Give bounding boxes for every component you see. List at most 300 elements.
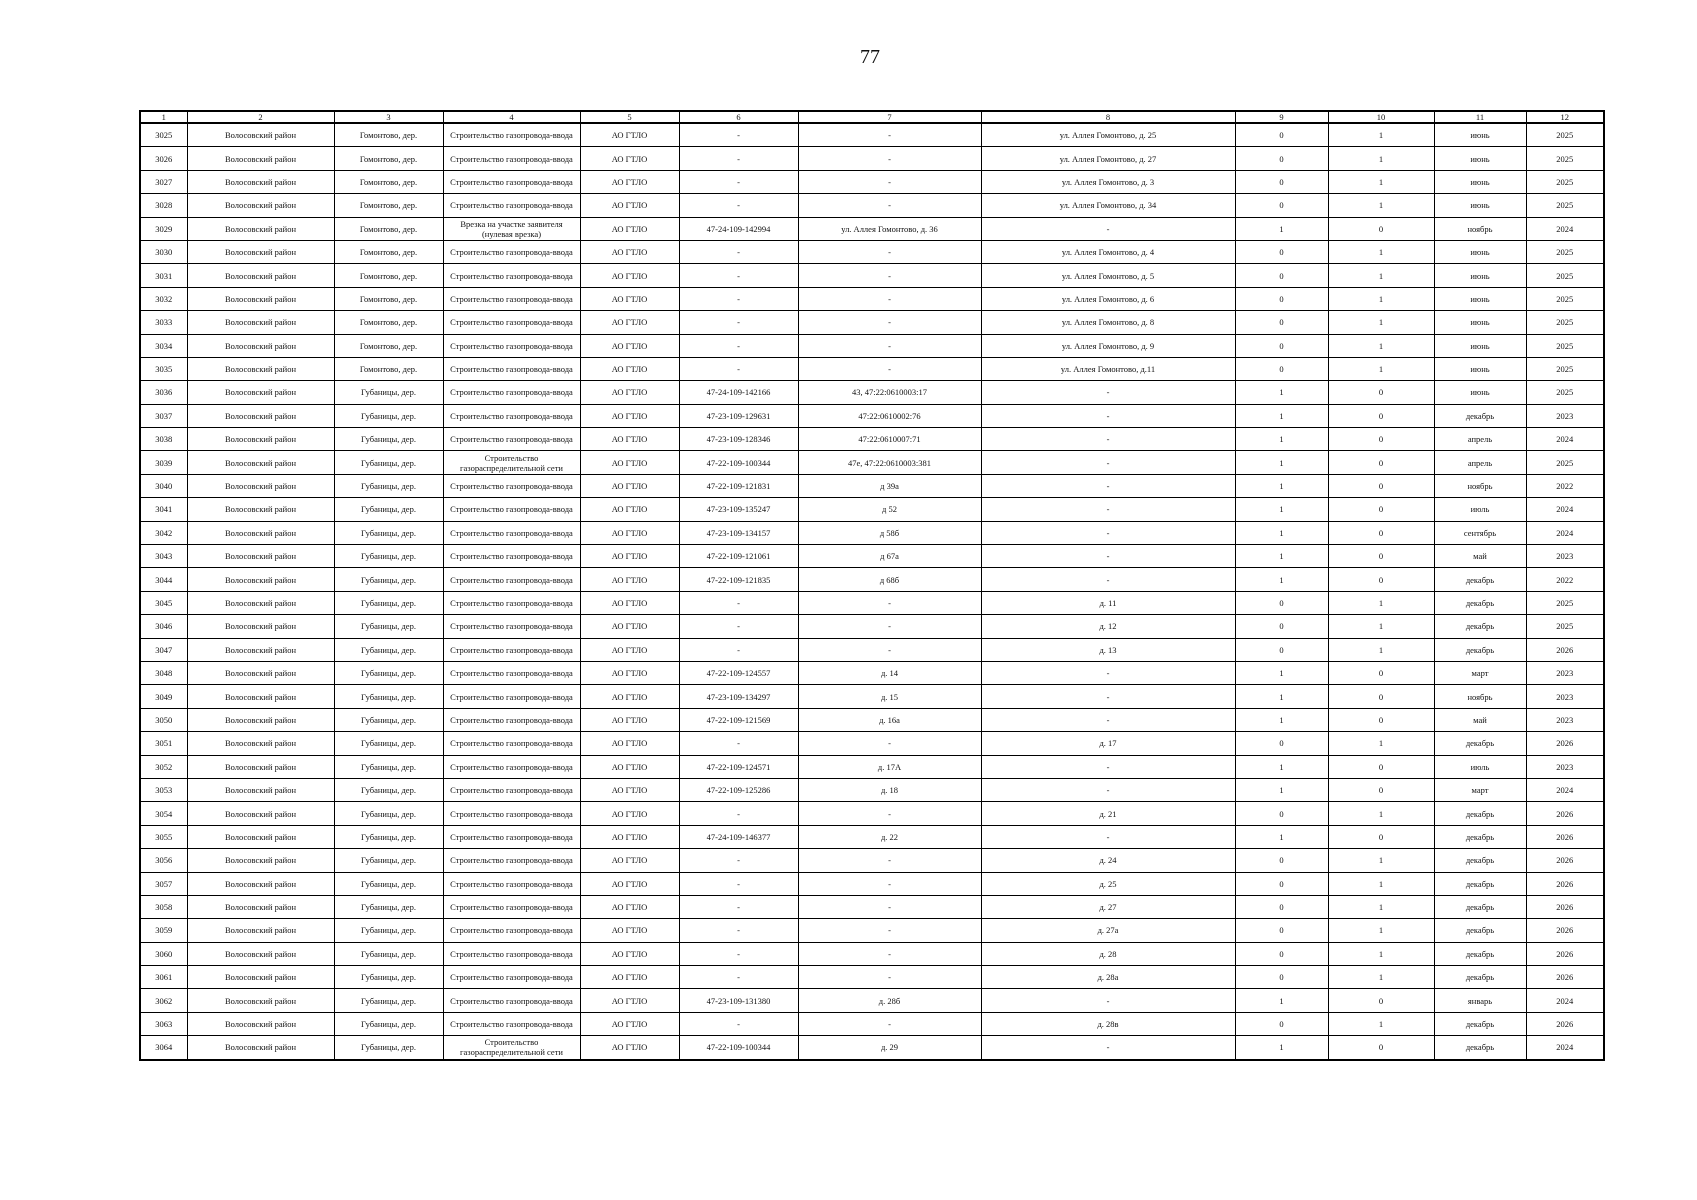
cell-object-address: ул. Аллея Гомонтово, д. 36 [798,217,981,240]
table-row [140,287,1604,310]
cell-organization: АО ГТЛО [580,895,679,918]
cell-object-address: 47:22:0610007:71 [798,428,981,451]
cell-district: Волосовский район [187,240,334,263]
cell-address: - [981,989,1235,1012]
cell-count-a: 1 [1235,1036,1328,1060]
cell-count-a: 0 [1235,170,1328,193]
cell-num: 3063 [140,1012,187,1035]
cell-count-b: 0 [1328,474,1434,497]
cell-num: 3039 [140,451,187,474]
cell-year: 2026 [1526,849,1604,872]
cell-month: июнь [1434,264,1526,287]
cell-locality: Губаницы, дер. [334,708,443,731]
cell-locality: Губаницы, дер. [334,1012,443,1035]
cell-tu-number: 47-22-109-121569 [679,708,798,731]
cell-month: декабрь [1434,615,1526,638]
cell-tu-number: 47-22-109-121061 [679,545,798,568]
cell-address: ул. Аллея Гомонтово, д.11 [981,357,1235,380]
cell-tu-number: - [679,357,798,380]
cell-organization: АО ГТЛО [580,123,679,147]
cell-tu-number: - [679,615,798,638]
table-row [140,919,1604,942]
cell-address: д. 28в [981,1012,1235,1035]
column-header-6: 6 [679,111,798,123]
data-table [139,110,1605,1061]
cell-work-type: Строительство газопровода-ввода [443,966,580,989]
cell-year: 2026 [1526,802,1604,825]
cell-count-a: 0 [1235,638,1328,661]
cell-count-b: 1 [1328,357,1434,380]
cell-locality: Губаницы, дер. [334,755,443,778]
table-row [140,591,1604,614]
cell-work-type: Строительство газопровода-ввода [443,685,580,708]
cell-tu-number: 47-22-109-124571 [679,755,798,778]
cell-district: Волосовский район [187,778,334,801]
cell-tu-number: 47-24-109-146377 [679,825,798,848]
table-row [140,334,1604,357]
cell-count-b: 1 [1328,872,1434,895]
cell-work-type: Строительство газопровода-ввода [443,849,580,872]
cell-locality: Губаницы, дер. [334,989,443,1012]
cell-month: декабрь [1434,638,1526,661]
cell-count-a: 0 [1235,1012,1328,1035]
cell-work-type: Строительство газопровода-ввода [443,895,580,918]
cell-locality: Губаницы, дер. [334,872,443,895]
cell-tu-number: 47-22-109-100344 [679,1036,798,1060]
cell-organization: АО ГТЛО [580,287,679,310]
cell-count-b: 0 [1328,451,1434,474]
cell-organization: АО ГТЛО [580,264,679,287]
cell-district: Волосовский район [187,1012,334,1035]
cell-count-b: 0 [1328,685,1434,708]
table-row [140,895,1604,918]
cell-count-a: 1 [1235,661,1328,684]
cell-year: 2025 [1526,615,1604,638]
cell-district: Волосовский район [187,825,334,848]
cell-count-b: 1 [1328,287,1434,310]
cell-organization: АО ГТЛО [580,778,679,801]
cell-district: Волосовский район [187,123,334,147]
cell-month: декабрь [1434,404,1526,427]
table-row [140,147,1604,170]
cell-num: 3025 [140,123,187,147]
cell-address: - [981,428,1235,451]
cell-count-b: 0 [1328,381,1434,404]
cell-count-b: 1 [1328,591,1434,614]
cell-work-type: Строительство газопровода-ввода [443,357,580,380]
cell-year: 2024 [1526,778,1604,801]
cell-count-b: 1 [1328,123,1434,147]
cell-count-a: 0 [1235,802,1328,825]
cell-organization: АО ГТЛО [580,217,679,240]
table-row [140,989,1604,1012]
cell-object-address: д 68б [798,568,981,591]
cell-organization: АО ГТЛО [580,942,679,965]
cell-district: Волосовский район [187,942,334,965]
cell-work-type: Строительство газопровода-ввода [443,942,580,965]
cell-district: Волосовский район [187,1036,334,1060]
cell-address: ул. Аллея Гомонтово, д. 8 [981,311,1235,334]
cell-count-a: 1 [1235,545,1328,568]
cell-month: декабрь [1434,568,1526,591]
cell-work-type: Строительство газопровода-ввода [443,825,580,848]
cell-object-address: - [798,615,981,638]
cell-object-address: д 39а [798,474,981,497]
cell-num: 3046 [140,615,187,638]
column-header-9: 9 [1235,111,1328,123]
cell-month: ноябрь [1434,474,1526,497]
cell-district: Волосовский район [187,591,334,614]
cell-object-address: д 52 [798,498,981,521]
cell-work-type: Строительство газопровода-ввода [443,638,580,661]
cell-tu-number: 47-23-109-128346 [679,428,798,451]
cell-year: 2025 [1526,381,1604,404]
cell-count-b: 0 [1328,1036,1434,1060]
cell-organization: АО ГТЛО [580,825,679,848]
cell-year: 2025 [1526,240,1604,263]
table-row [140,264,1604,287]
cell-locality: Губаницы, дер. [334,825,443,848]
column-header-11: 11 [1434,111,1526,123]
table-row [140,1036,1604,1060]
cell-num: 3057 [140,872,187,895]
table-row [140,170,1604,193]
table-row [140,638,1604,661]
cell-district: Волосовский район [187,708,334,731]
cell-address: - [981,545,1235,568]
table-row [140,872,1604,895]
cell-month: ноябрь [1434,217,1526,240]
cell-count-a: 0 [1235,240,1328,263]
cell-work-type: Строительство газопровода-ввода [443,708,580,731]
cell-month: июнь [1434,357,1526,380]
cell-count-b: 1 [1328,240,1434,263]
cell-num: 3055 [140,825,187,848]
cell-locality: Губаницы, дер. [334,1036,443,1060]
cell-locality: Губаницы, дер. [334,521,443,544]
cell-district: Волосовский район [187,311,334,334]
cell-tu-number: - [679,895,798,918]
cell-locality: Губаницы, дер. [334,685,443,708]
cell-district: Волосовский район [187,919,334,942]
cell-count-a: 0 [1235,147,1328,170]
cell-address: д. 24 [981,849,1235,872]
table-row [140,357,1604,380]
cell-num: 3045 [140,591,187,614]
cell-count-a: 1 [1235,685,1328,708]
cell-address: ул. Аллея Гомонтово, д. 34 [981,194,1235,217]
cell-work-type: Строительство газопровода-ввода [443,170,580,193]
cell-organization: АО ГТЛО [580,755,679,778]
cell-year: 2026 [1526,895,1604,918]
table-row [140,521,1604,544]
cell-organization: АО ГТЛО [580,545,679,568]
cell-num: 3027 [140,170,187,193]
cell-num: 3040 [140,474,187,497]
cell-district: Волосовский район [187,802,334,825]
cell-month: май [1434,545,1526,568]
cell-year: 2025 [1526,194,1604,217]
cell-count-a: 1 [1235,404,1328,427]
cell-locality: Гомонтово, дер. [334,170,443,193]
cell-object-address: - [798,123,981,147]
cell-object-address: д. 28б [798,989,981,1012]
cell-district: Волосовский район [187,217,334,240]
cell-num: 3029 [140,217,187,240]
cell-count-a: 1 [1235,989,1328,1012]
cell-address: - [981,217,1235,240]
cell-tu-number: - [679,240,798,263]
table-row [140,708,1604,731]
cell-district: Волосовский район [187,334,334,357]
cell-object-address: 47е, 47:22:0610003:381 [798,451,981,474]
cell-organization: АО ГТЛО [580,872,679,895]
cell-address: - [981,661,1235,684]
cell-month: апрель [1434,451,1526,474]
cell-year: 2023 [1526,685,1604,708]
cell-tu-number: 47-23-109-131380 [679,989,798,1012]
cell-organization: АО ГТЛО [580,708,679,731]
cell-year: 2023 [1526,545,1604,568]
cell-district: Волосовский район [187,872,334,895]
cell-tu-number: - [679,147,798,170]
cell-num: 3062 [140,989,187,1012]
cell-year: 2025 [1526,264,1604,287]
cell-month: июнь [1434,170,1526,193]
cell-tu-number: 47-22-109-125286 [679,778,798,801]
cell-year: 2024 [1526,989,1604,1012]
cell-work-type: Строительство газопровода-ввода [443,1012,580,1035]
cell-locality: Губаницы, дер. [334,498,443,521]
cell-organization: АО ГТЛО [580,170,679,193]
cell-address: д. 13 [981,638,1235,661]
cell-year: 2026 [1526,919,1604,942]
cell-num: 3030 [140,240,187,263]
cell-address: д. 27 [981,895,1235,918]
cell-organization: АО ГТЛО [580,638,679,661]
cell-count-b: 0 [1328,217,1434,240]
cell-address: д. 21 [981,802,1235,825]
cell-month: декабрь [1434,591,1526,614]
cell-object-address: - [798,1012,981,1035]
cell-organization: АО ГТЛО [580,474,679,497]
cell-count-b: 0 [1328,989,1434,1012]
cell-object-address: 43, 47:22:0610003:17 [798,381,981,404]
cell-count-a: 1 [1235,521,1328,544]
cell-num: 3036 [140,381,187,404]
cell-work-type: Строительство газораспределительной сети [443,1036,580,1060]
cell-work-type: Строительство газопровода-ввода [443,778,580,801]
cell-count-b: 1 [1328,1012,1434,1035]
cell-locality: Губаницы, дер. [334,966,443,989]
cell-month: апрель [1434,428,1526,451]
cell-object-address: д 58б [798,521,981,544]
cell-num: 3028 [140,194,187,217]
cell-object-address: - [798,802,981,825]
cell-organization: АО ГТЛО [580,989,679,1012]
cell-address: д. 17 [981,732,1235,755]
cell-organization: АО ГТЛО [580,311,679,334]
cell-locality: Губаницы, дер. [334,778,443,801]
cell-month: май [1434,708,1526,731]
cell-count-a: 0 [1235,849,1328,872]
cell-count-b: 1 [1328,802,1434,825]
cell-address: - [981,404,1235,427]
cell-tu-number: 47-23-109-134157 [679,521,798,544]
cell-work-type: Строительство газопровода-ввода [443,919,580,942]
cell-district: Волосовский район [187,545,334,568]
cell-locality: Гомонтово, дер. [334,264,443,287]
cell-organization: АО ГТЛО [580,240,679,263]
cell-object-address: д. 14 [798,661,981,684]
cell-count-a: 1 [1235,568,1328,591]
cell-count-a: 0 [1235,334,1328,357]
cell-organization: АО ГТЛО [580,661,679,684]
cell-locality: Гомонтово, дер. [334,123,443,147]
cell-count-a: 1 [1235,825,1328,848]
cell-locality: Гомонтово, дер. [334,311,443,334]
cell-month: декабрь [1434,825,1526,848]
cell-object-address: - [798,942,981,965]
cell-num: 3026 [140,147,187,170]
cell-tu-number: - [679,334,798,357]
cell-work-type: Строительство газопровода-ввода [443,545,580,568]
cell-district: Волосовский район [187,498,334,521]
cell-month: декабрь [1434,1012,1526,1035]
cell-object-address: - [798,357,981,380]
cell-organization: АО ГТЛО [580,615,679,638]
cell-month: июнь [1434,147,1526,170]
cell-year: 2025 [1526,357,1604,380]
cell-tu-number: - [679,264,798,287]
cell-object-address: - [798,147,981,170]
cell-work-type: Строительство газопровода-ввода [443,591,580,614]
cell-locality: Губаницы, дер. [334,474,443,497]
cell-address: - [981,1036,1235,1060]
cell-object-address: - [798,966,981,989]
cell-locality: Губаницы, дер. [334,942,443,965]
cell-organization: АО ГТЛО [580,428,679,451]
cell-object-address: - [798,287,981,310]
cell-year: 2025 [1526,170,1604,193]
cell-month: июль [1434,755,1526,778]
cell-count-a: 0 [1235,942,1328,965]
table-row [140,451,1604,474]
cell-count-a: 0 [1235,591,1328,614]
table-row [140,545,1604,568]
cell-count-a: 0 [1235,615,1328,638]
table-row [140,615,1604,638]
cell-object-address: - [798,334,981,357]
column-header-3: 3 [334,111,443,123]
cell-year: 2024 [1526,428,1604,451]
cell-object-address: - [798,872,981,895]
cell-address: - [981,685,1235,708]
column-header-2: 2 [187,111,334,123]
cell-object-address: - [798,170,981,193]
cell-address: д. 25 [981,872,1235,895]
cell-count-b: 0 [1328,521,1434,544]
cell-work-type: Строительство газопровода-ввода [443,615,580,638]
cell-locality: Гомонтово, дер. [334,194,443,217]
cell-year: 2024 [1526,217,1604,240]
table-row [140,732,1604,755]
cell-month: июнь [1434,194,1526,217]
cell-organization: АО ГТЛО [580,521,679,544]
cell-district: Волосовский район [187,381,334,404]
cell-tu-number: 47-22-109-121831 [679,474,798,497]
cell-district: Волосовский район [187,170,334,193]
cell-year: 2023 [1526,755,1604,778]
cell-tu-number: 47-24-109-142166 [679,381,798,404]
cell-num: 3038 [140,428,187,451]
cell-locality: Губаницы, дер. [334,591,443,614]
cell-address: ул. Аллея Гомонтово, д. 25 [981,123,1235,147]
cell-object-address: - [798,311,981,334]
cell-locality: Гомонтово, дер. [334,217,443,240]
cell-work-type: Строительство газопровода-ввода [443,264,580,287]
cell-month: сентябрь [1434,521,1526,544]
cell-month: июль [1434,498,1526,521]
cell-work-type: Строительство газопровода-ввода [443,147,580,170]
cell-year: 2026 [1526,942,1604,965]
cell-tu-number: 47-23-109-134297 [679,685,798,708]
table-row [140,568,1604,591]
cell-count-b: 1 [1328,334,1434,357]
cell-locality: Губаницы, дер. [334,638,443,661]
cell-month: декабрь [1434,872,1526,895]
cell-num: 3032 [140,287,187,310]
cell-locality: Губаницы, дер. [334,428,443,451]
table-row [140,755,1604,778]
cell-year: 2025 [1526,334,1604,357]
cell-object-address: д. 17А [798,755,981,778]
cell-count-a: 0 [1235,264,1328,287]
cell-work-type: Строительство газопровода-ввода [443,802,580,825]
cell-tu-number: - [679,942,798,965]
cell-address: - [981,451,1235,474]
cell-district: Волосовский район [187,895,334,918]
cell-locality: Губаницы, дер. [334,451,443,474]
cell-tu-number: - [679,872,798,895]
cell-count-a: 1 [1235,498,1328,521]
cell-month: июнь [1434,240,1526,263]
cell-locality: Губаницы, дер. [334,895,443,918]
cell-month: декабрь [1434,1036,1526,1060]
cell-district: Волосовский район [187,428,334,451]
cell-object-address: д. 15 [798,685,981,708]
cell-address: ул. Аллея Гомонтово, д. 3 [981,170,1235,193]
cell-address: д. 28 [981,942,1235,965]
cell-count-a: 0 [1235,966,1328,989]
cell-district: Волосовский район [187,474,334,497]
cell-organization: АО ГТЛО [580,381,679,404]
table-row [140,802,1604,825]
cell-num: 3031 [140,264,187,287]
cell-work-type: Строительство газораспределительной сети [443,451,580,474]
cell-num: 3044 [140,568,187,591]
cell-district: Волосовский район [187,568,334,591]
cell-year: 2026 [1526,872,1604,895]
cell-count-b: 0 [1328,545,1434,568]
cell-tu-number: 47-23-109-135247 [679,498,798,521]
cell-month: январь [1434,989,1526,1012]
cell-year: 2024 [1526,521,1604,544]
cell-count-b: 0 [1328,568,1434,591]
cell-address: - [981,521,1235,544]
cell-count-b: 0 [1328,661,1434,684]
cell-tu-number: - [679,287,798,310]
